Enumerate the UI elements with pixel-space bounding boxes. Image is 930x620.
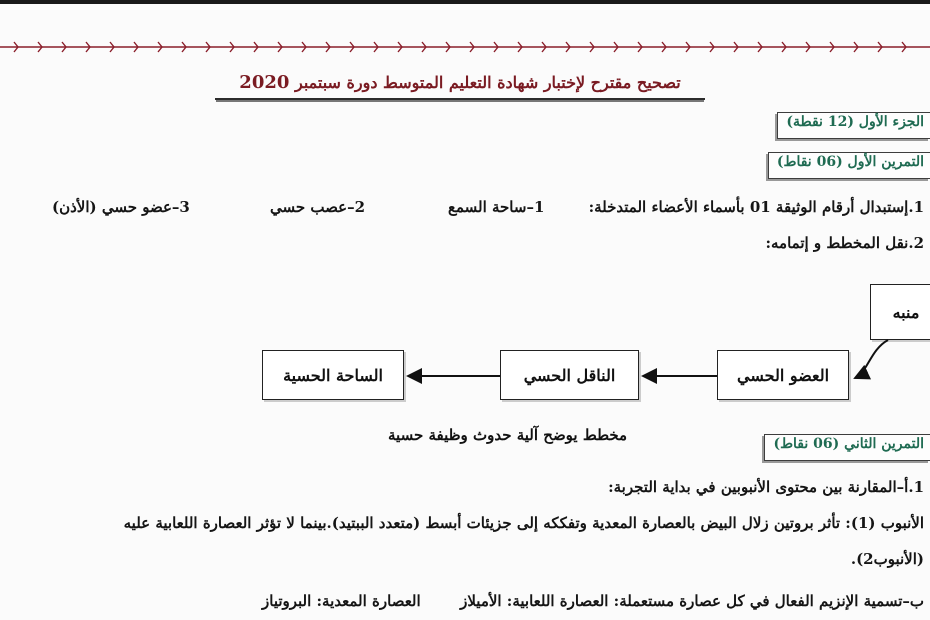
diagram-caption: مخطط يوضح آلية حدوث وظيفة حسية — [388, 426, 628, 444]
sensory-nerve-box — [500, 350, 639, 400]
ex1-answer-2: 2–عصب حسي — [270, 198, 366, 216]
top-border — [0, 0, 930, 4]
exercise1-heading: التمرين الأول (06 نقاط) — [768, 152, 930, 179]
sense-organ-label: العضو الحسي — [737, 365, 830, 385]
ex1-q2: 2.نقل المخطط و إتمامه: — [765, 234, 924, 252]
sense-organ-box — [717, 350, 849, 400]
ex1-answer-3: 3–عضو حسي (الأذن) — [52, 198, 190, 216]
stimulus-arrow — [855, 340, 888, 378]
ex2-tube1-line1: الأنبوب (1): تأثر بروتين زلال البيض بالعصارة المعدية وتفككه إلى جزيئات أبسط (متعدد الببتيد).بينما لا تؤثر العصارة اللعابية عليه — [123, 514, 924, 532]
ex2-q1a: 1.أ–المقارنة بين محتوى الأنبوبين في بداية التجربة: — [608, 478, 924, 496]
ex2-q1b-prefix: ب–تسمية الإنزيم الفعال في كل عصارة مستعملة: العصارة اللعابية: الأميلاز — [460, 592, 924, 610]
title-year: 2020 — [239, 72, 290, 93]
part1-heading: الجزء الأول (12 نقطة) — [777, 112, 930, 139]
sensory-nerve-label: الناقل الحسي — [523, 365, 616, 385]
ex2-tube1-line2: (الأنبوب2). — [850, 550, 924, 568]
stimulus-label: منبه — [892, 302, 920, 322]
sensory-area-box — [262, 350, 404, 400]
ex1-answer-1: 1–ساحة السمع — [448, 198, 545, 216]
ex1-q1-prefix: 1.إستبدال أرقام الوثيقة 01 بأسماء الأعضاء المتدخلة: — [588, 198, 924, 216]
decorative-border — [0, 40, 930, 54]
sensory-area-label: الساحة الحسية — [283, 365, 383, 385]
title-text: تصحيح مقترح لإختبار شهادة التعليم المتوسط دورة سبتمبر — [294, 73, 681, 92]
ex2-q1b-second: العصارة المعدية: البروتياز — [262, 592, 421, 610]
stimulus-box — [870, 284, 930, 340]
exercise2-heading: التمرين الثاني (06 نقاط) — [764, 434, 930, 461]
document-title — [215, 72, 705, 100]
